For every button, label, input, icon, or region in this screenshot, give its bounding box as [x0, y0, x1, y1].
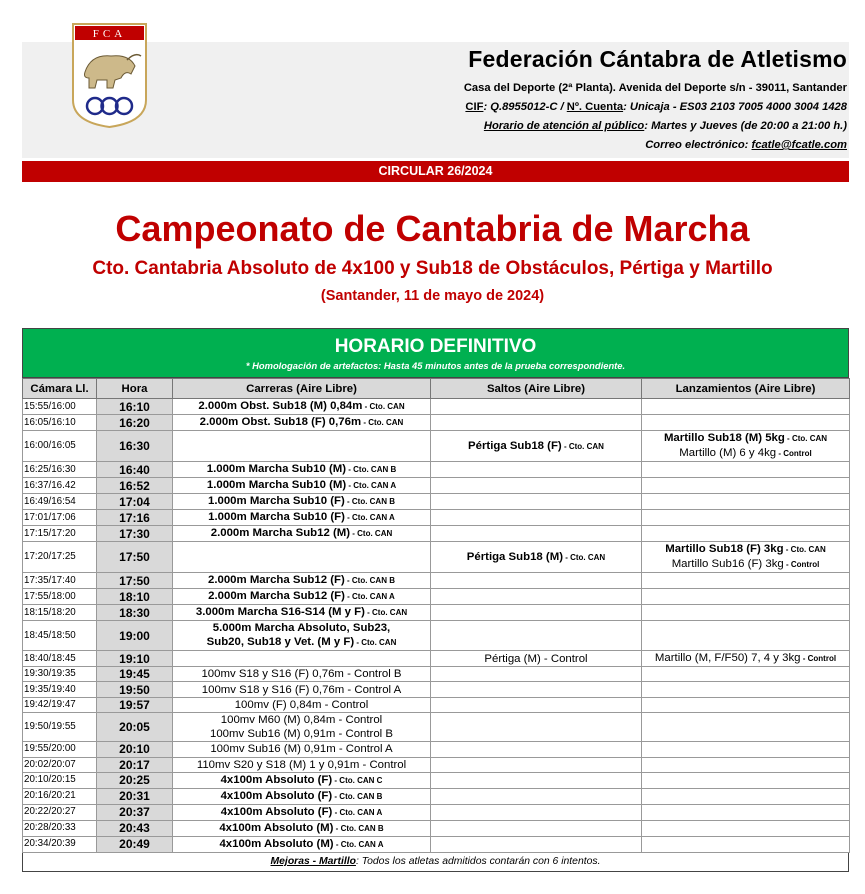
carreras-cell: [173, 667, 431, 682]
start-time: 16:20: [97, 415, 173, 431]
event-entry: 4x100m Absoluto (F) - Cto. CAN C: [220, 773, 383, 786]
lanzamientos-cell: [642, 605, 850, 621]
event-tag: - Cto. CAN: [364, 608, 408, 617]
event-entry: 4x100m Absoluto (F) - Cto. CAN B: [220, 789, 383, 802]
schedule-table-block: [22, 328, 849, 872]
saltos-cell: [431, 772, 642, 788]
opening-hours-line: Horario de atención al público: Martes y Jueves (de 20:00 a 21:00 h.): [483, 120, 847, 132]
event-tag: - Cto. CAN: [361, 418, 404, 427]
start-time: 16:10: [97, 399, 173, 415]
schedule-header-row: [23, 379, 850, 399]
schedule-row: [23, 713, 850, 742]
carreras-cell: [173, 589, 431, 605]
start-time: 20:05: [97, 713, 173, 742]
call-room-time: 20:34/20:39: [23, 836, 97, 852]
start-time: 17:50: [97, 573, 173, 589]
schedule-body: [23, 399, 850, 853]
start-time: 20:43: [97, 820, 173, 836]
event-tag: - Cto. CAN: [354, 638, 397, 647]
start-time: 19:50: [97, 682, 173, 697]
schedule-row: [23, 836, 850, 852]
event-tag: - Cto. CAN: [561, 441, 604, 451]
carreras-cell: [173, 804, 431, 820]
schedule-row: [23, 697, 850, 712]
event-entry: 1.000m Marcha Sub10 (F) - Cto. CAN B: [208, 495, 395, 507]
call-room-time: 16:00/16:05: [23, 431, 97, 462]
event-entry: 2.000m Marcha Sub12 (M) - Cto. CAN: [210, 527, 393, 539]
start-time: 19:00: [97, 621, 173, 651]
carreras-cell: [173, 510, 431, 526]
carreras-cell: [173, 682, 431, 697]
col-header-lanzamientos: Lanzamientos (Aire Libre): [642, 379, 850, 399]
event-entry: Martillo Sub18 (F) 3kg - Cto. CAN: [665, 543, 826, 555]
event-entry: 100mv M60 (M) 0,84m - Control: [220, 714, 383, 727]
schedule-row: [23, 788, 850, 804]
document-subtitle: Cto. Cantabria Absoluto de 4x100 y Sub18 de Obstáculos, Pértiga y Martillo: [92, 258, 773, 279]
schedule-row: [23, 542, 850, 573]
event-entry: 100mv Sub16 (M) 0,91m - Control B: [210, 728, 393, 741]
event-entry: 100mv Sub16 (M) 0,91m - Control A: [210, 743, 393, 756]
saltos-cell: [431, 682, 642, 697]
carreras-cell: [173, 621, 431, 651]
carreras-cell: [173, 542, 431, 573]
saltos-cell: [431, 415, 642, 431]
call-room-time: 19:50/19:55: [23, 713, 97, 742]
address: Casa del Deporte (2ª Planta). Avenida del Deporte s/n - 39011, Santander: [463, 82, 847, 94]
col-header-hora: Hora: [97, 379, 173, 399]
email-line: Correo electrónico: fcatle@fcatle.com: [645, 139, 847, 151]
schedule-row: [23, 667, 850, 682]
call-room-time: 19:42/19:47: [23, 697, 97, 712]
carreras-cell: [173, 836, 431, 852]
carreras-cell: [173, 772, 431, 788]
col-header-carreras: Carreras (Aire Libre): [173, 379, 431, 399]
event-entry: Martillo Sub16 (F) 3kg - Control: [671, 558, 820, 570]
lanzamientos-cell: [642, 772, 850, 788]
event-entry: Pértiga (M) - Control: [484, 652, 588, 665]
carreras-cell: [173, 697, 431, 712]
saltos-cell: [431, 431, 642, 462]
saltos-cell: [431, 494, 642, 510]
schedule-row: [23, 589, 850, 605]
saltos-cell: [431, 651, 642, 667]
start-time: 19:10: [97, 651, 173, 667]
start-time: 20:25: [97, 772, 173, 788]
start-time: 18:30: [97, 605, 173, 621]
saltos-cell: [431, 757, 642, 772]
event-entry: 1.000m Marcha Sub10 (F) - Cto. CAN A: [208, 511, 395, 523]
saltos-cell: [431, 788, 642, 804]
svg-text:FCA: FCA: [92, 28, 127, 40]
carreras-cell: [173, 494, 431, 510]
event-tag: - Cto. CAN B: [332, 791, 383, 801]
lanzamientos-cell: [642, 788, 850, 804]
event-entry: Sub20, Sub18 y Vet. (M y F) - Cto. CAN: [206, 636, 397, 648]
schedule-row: [23, 651, 850, 667]
lanzamientos-cell: [642, 510, 850, 526]
call-room-time: 18:45/18:50: [23, 621, 97, 651]
event-entry: 2.000m Marcha Sub12 (F) - Cto. CAN B: [208, 574, 395, 586]
start-time: 16:30: [97, 431, 173, 462]
event-tag: - Cto. CAN A: [332, 807, 383, 817]
start-time: 20:31: [97, 788, 173, 804]
schedule-row: [23, 462, 850, 478]
event-tag: - Cto. CAN: [362, 402, 405, 411]
event-date: (Santander, 11 de mayo de 2024): [320, 288, 545, 304]
carreras-cell: [173, 526, 431, 542]
call-room-time: 17:55/18:00: [23, 589, 97, 605]
schedule-banner-title: HORARIO DEFINITIVO: [334, 336, 537, 357]
event-tag: - Cto. CAN C: [332, 775, 383, 785]
call-room-time: 20:02/20:07: [23, 757, 97, 772]
lanzamientos-cell: [642, 542, 850, 573]
call-room-time: 20:16/20:21: [23, 788, 97, 804]
event-entry: 100mv S18 y S16 (F) 0,76m - Control A: [201, 683, 402, 696]
start-time: 20:17: [97, 757, 173, 772]
event-tag: - Cto. CAN: [784, 434, 828, 443]
lanzamientos-cell: [642, 462, 850, 478]
event-tag: - Cto. CAN B: [346, 465, 397, 474]
email-link[interactable]: fcatle@fcatle.com: [751, 139, 847, 151]
schedule-banner: [22, 328, 849, 378]
event-entry: 5.000m Marcha Absoluto, Sub23,: [212, 622, 391, 634]
call-room-time: 20:10/20:15: [23, 772, 97, 788]
event-entry: 110mv S20 y S18 (M) 1 y 0,91m - Control: [196, 758, 407, 771]
carreras-cell: [173, 757, 431, 772]
saltos-cell: [431, 742, 642, 757]
schedule-row: [23, 820, 850, 836]
event-entry: 2.000m Marcha Sub12 (F) - Cto. CAN A: [208, 590, 395, 602]
cif-line: CIF: Q.8955012-C / Nº. Cuenta: Unicaja - ES03 2103 7005 4000 3004 1428: [465, 101, 847, 113]
call-room-time: 17:15/17:20: [23, 526, 97, 542]
schedule-row: [23, 682, 850, 697]
event-tag: - Control: [800, 654, 837, 663]
call-room-time: 16:25/16:30: [23, 462, 97, 478]
start-time: 16:40: [97, 462, 173, 478]
event-tag: - Control: [783, 560, 820, 569]
event-entry: 4x100m Absoluto (F) - Cto. CAN A: [220, 805, 383, 818]
call-room-time: 16:37/16.42: [23, 478, 97, 494]
carreras-cell: [173, 788, 431, 804]
schedule-row: [23, 621, 850, 651]
call-room-time: 16:49/16:54: [23, 494, 97, 510]
event-entry: 100mv S18 y S16 (F) 0,76m - Control B: [201, 668, 402, 681]
event-tag: - Cto. CAN: [562, 552, 606, 562]
event-tag: - Cto. CAN A: [344, 592, 395, 601]
lanzamientos-cell: [642, 589, 850, 605]
call-room-time: 20:22/20:27: [23, 804, 97, 820]
event-tag: - Control: [776, 449, 812, 458]
fca-crest-logo: [71, 22, 148, 129]
saltos-cell: [431, 605, 642, 621]
event-entry: 4x100m Absoluto (M) - Cto. CAN A: [219, 837, 384, 850]
carreras-cell: [173, 742, 431, 757]
lanzamientos-cell: [642, 836, 850, 852]
call-room-time: 17:01/17:06: [23, 510, 97, 526]
start-time: 20:49: [97, 836, 173, 852]
lanzamientos-cell: [642, 573, 850, 589]
carreras-cell: [173, 415, 431, 431]
carreras-cell: [173, 651, 431, 667]
call-room-time: 16:05/16:10: [23, 415, 97, 431]
schedule-row: [23, 804, 850, 820]
saltos-cell: [431, 697, 642, 712]
schedule-row: [23, 415, 850, 431]
event-entry: 2.000m Obst. Sub18 (M) 0,84m - Cto. CAN: [198, 400, 405, 412]
start-time: 20:37: [97, 804, 173, 820]
event-entry: Pértiga Sub18 (M) - Cto. CAN: [466, 550, 606, 563]
call-room-time: 17:35/17:40: [23, 573, 97, 589]
carreras-cell: [173, 820, 431, 836]
carreras-cell: [173, 462, 431, 478]
event-tag: - Cto. CAN B: [344, 497, 395, 506]
call-room-time: 20:28/20:33: [23, 820, 97, 836]
saltos-cell: [431, 836, 642, 852]
saltos-cell: [431, 713, 642, 742]
schedule-footer-note: Mejoras - Martillo: Todos los atletas admitidos contarán con 6 intentos.: [22, 853, 849, 872]
schedule-row: [23, 605, 850, 621]
lanzamientos-cell: [642, 757, 850, 772]
saltos-cell: [431, 542, 642, 573]
schedule-row: [23, 573, 850, 589]
lanzamientos-cell: [642, 651, 850, 667]
event-tag: - Cto. CAN A: [346, 481, 397, 490]
schedule-row: [23, 431, 850, 462]
saltos-cell: [431, 573, 642, 589]
lanzamientos-cell: [642, 494, 850, 510]
start-time: 17:04: [97, 494, 173, 510]
event-entry: 100mv (F) 0,84m - Control: [234, 698, 369, 711]
call-room-time: 17:20/17:25: [23, 542, 97, 573]
schedule-row: [23, 772, 850, 788]
event-entry: Martillo (M, F/F50) 7, 4 y 3kg - Control: [654, 652, 837, 664]
schedule-row: [23, 494, 850, 510]
event-entry: 1.000m Marcha Sub10 (M) - Cto. CAN A: [206, 479, 397, 491]
col-header-saltos: Saltos (Aire Libre): [431, 379, 642, 399]
carreras-cell: [173, 605, 431, 621]
organization-info: [464, 46, 847, 155]
saltos-cell: [431, 399, 642, 415]
lanzamientos-cell: [642, 697, 850, 712]
call-room-time: 19:30/19:35: [23, 667, 97, 682]
lanzamientos-cell: [642, 667, 850, 682]
event-tag: - Cto. CAN B: [333, 823, 384, 833]
schedule-row: [23, 757, 850, 772]
saltos-cell: [431, 621, 642, 651]
carreras-cell: [173, 399, 431, 415]
organization-name: Federación Cántabra de Atletismo: [468, 46, 847, 72]
saltos-cell: [431, 462, 642, 478]
document-title: Campeonato de Cantabria de Marcha: [115, 208, 750, 249]
lanzamientos-cell: [642, 742, 850, 757]
event-tag: - Cto. CAN B: [344, 576, 395, 585]
saltos-cell: [431, 526, 642, 542]
lanzamientos-cell: [642, 621, 850, 651]
saltos-cell: [431, 478, 642, 494]
lanzamientos-cell: [642, 820, 850, 836]
call-room-time: 19:55/20:00: [23, 742, 97, 757]
event-entry: 3.000m Marcha S16-S14 (M y F) - Cto. CAN: [195, 606, 408, 618]
carreras-cell: [173, 431, 431, 462]
event-tag: - Cto. CAN A: [344, 513, 395, 522]
schedule-row: [23, 510, 850, 526]
schedule-row: [23, 526, 850, 542]
event-entry: 1.000m Marcha Sub10 (M) - Cto. CAN B: [206, 463, 397, 475]
saltos-cell: [431, 667, 642, 682]
lanzamientos-cell: [642, 415, 850, 431]
start-time: 16:52: [97, 478, 173, 494]
lanzamientos-cell: [642, 431, 850, 462]
lanzamientos-cell: [642, 399, 850, 415]
saltos-cell: [431, 804, 642, 820]
lanzamientos-cell: [642, 682, 850, 697]
start-time: 19:45: [97, 667, 173, 682]
call-room-time: 18:15/18:20: [23, 605, 97, 621]
call-room-time: 19:35/19:40: [23, 682, 97, 697]
lanzamientos-cell: [642, 526, 850, 542]
carreras-cell: [173, 713, 431, 742]
lanzamientos-cell: [642, 804, 850, 820]
carreras-cell: [173, 573, 431, 589]
lanzamientos-cell: [642, 713, 850, 742]
event-entry: 2.000m Obst. Sub18 (F) 0,76m - Cto. CAN: [199, 416, 404, 428]
circular-number-bar: CIRCULAR 26/2024: [22, 161, 849, 182]
col-header-camara: Cámara Ll.: [23, 379, 97, 399]
event-entry: 4x100m Absoluto (M) - Cto. CAN B: [219, 821, 384, 834]
saltos-cell: [431, 510, 642, 526]
event-tag: - Cto. CAN: [783, 545, 826, 554]
schedule-row: [23, 742, 850, 757]
carreras-cell: [173, 478, 431, 494]
event-entry: Pértiga Sub18 (F) - Cto. CAN: [468, 439, 604, 452]
saltos-cell: [431, 589, 642, 605]
saltos-cell: [431, 820, 642, 836]
schedule-row: [23, 399, 850, 415]
event-tag: - Cto. CAN A: [333, 839, 384, 849]
event-entry: Martillo (M) 6 y 4kg - Control: [679, 447, 812, 459]
lanzamientos-cell: [642, 478, 850, 494]
start-time: 19:57: [97, 697, 173, 712]
event-tag: - Cto. CAN: [350, 529, 393, 538]
start-time: 17:16: [97, 510, 173, 526]
call-room-time: 18:40/18:45: [23, 651, 97, 667]
event-entry: Martillo Sub18 (M) 5kg - Cto. CAN: [663, 432, 828, 444]
start-time: 18:10: [97, 589, 173, 605]
call-room-time: 15:55/16:00: [23, 399, 97, 415]
start-time: 17:50: [97, 542, 173, 573]
schedule-banner-note: * Homologación de artefactos: Hasta 45 minutos antes de la prueba correspondiente.: [245, 360, 626, 371]
schedule-row: [23, 478, 850, 494]
schedule-table: [22, 378, 850, 853]
start-time: 17:30: [97, 526, 173, 542]
start-time: 20:10: [97, 742, 173, 757]
